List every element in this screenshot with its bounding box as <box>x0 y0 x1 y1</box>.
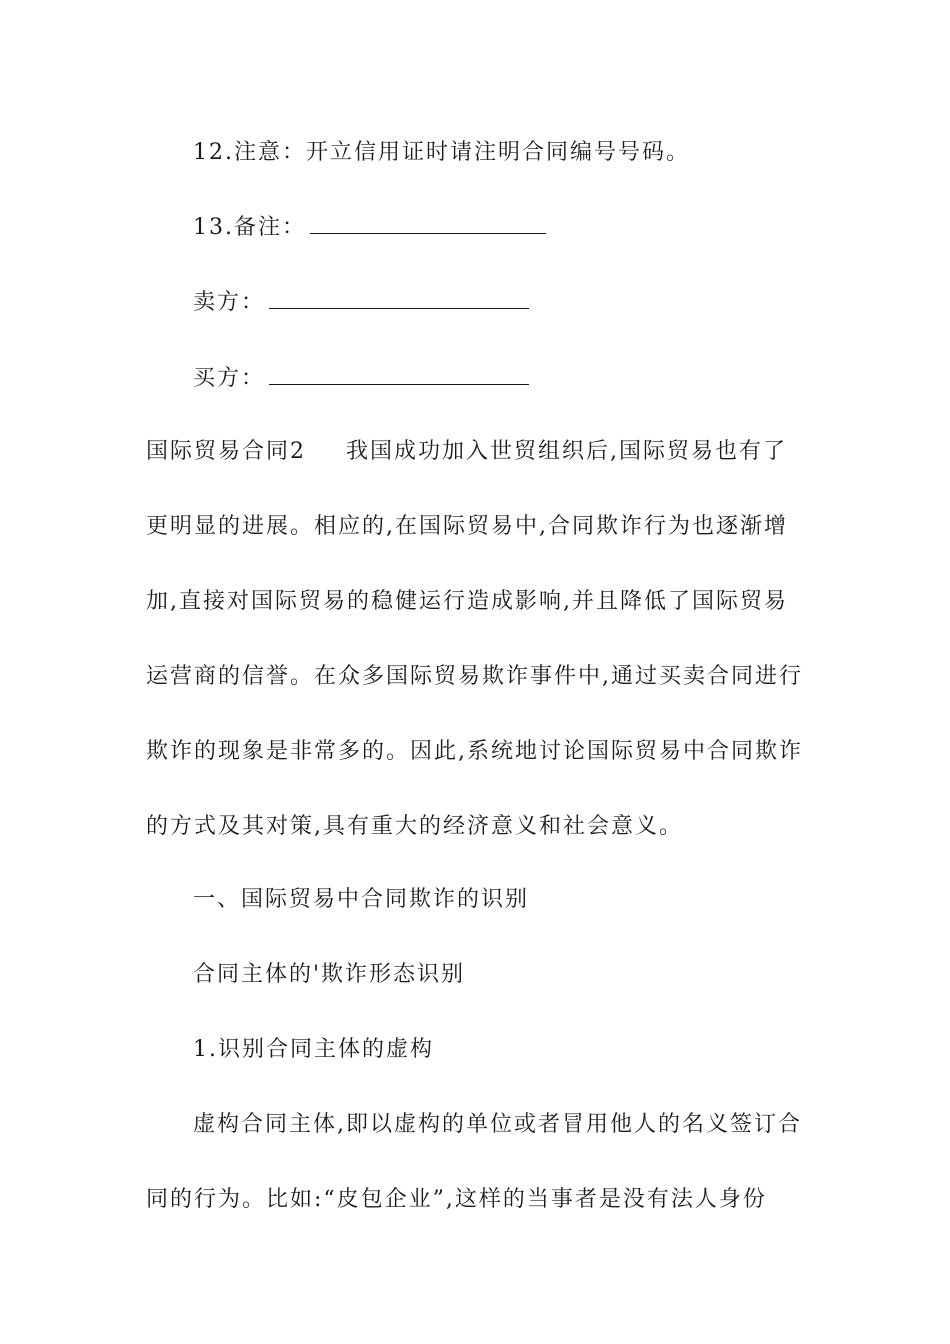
heading-2: 合同主体的'欺诈形态识别 <box>193 962 466 987</box>
buyer-signature <box>193 364 529 394</box>
remarks-label: 13.备注： <box>193 215 306 240</box>
paragraph1-line-5: 欺诈的现象是非常多的。因此,系统地讨论国际贸易中合同欺诈 <box>146 739 803 764</box>
paragraph1-line-6: 的方式及其对策,具有重大的经济意义和社会意义。 <box>146 814 683 839</box>
seller-signature <box>193 288 529 318</box>
remarks-blank-line <box>310 215 546 234</box>
paragraph1-line-2: 更明显的进展。相应的,在国际贸易中,合同欺诈行为也逐渐增 <box>146 514 788 539</box>
buyer-label: 买方： <box>193 366 266 391</box>
heading-3: 1.识别合同主体的虚构 <box>193 1037 434 1062</box>
paragraph1-line-4: 运营商的信誉。在众多国际贸易欺诈事件中,通过买卖合同进行 <box>146 664 803 689</box>
clause-12: 12.注意：开立信用证时请注明合同编号号码。 <box>193 140 690 165</box>
paragraph2-line-1: 虚构合同主体,即以虚构的单位或者冒用他人的名义签订合 <box>193 1112 802 1137</box>
seller-blank-line <box>269 290 529 309</box>
seller-label: 卖方： <box>193 290 266 315</box>
buyer-blank-line <box>269 366 529 385</box>
paragraph1-line-1: 国际贸易合同2 我国成功加入世贸组织后,国际贸易也有了 <box>146 439 787 464</box>
paragraph2-line-2: 同的行为。比如:“皮包企业”,这样的当事者是没有法人身份 <box>146 1187 767 1212</box>
paragraph1-line-3: 加,直接对国际贸易的稳健运行造成影响,并且降低了国际贸易 <box>146 589 788 614</box>
heading-1: 一、国际贸易中合同欺诈的识别 <box>193 887 530 912</box>
section-title: 国际贸易合同2 <box>146 439 306 464</box>
clause-13-remarks <box>193 213 546 243</box>
